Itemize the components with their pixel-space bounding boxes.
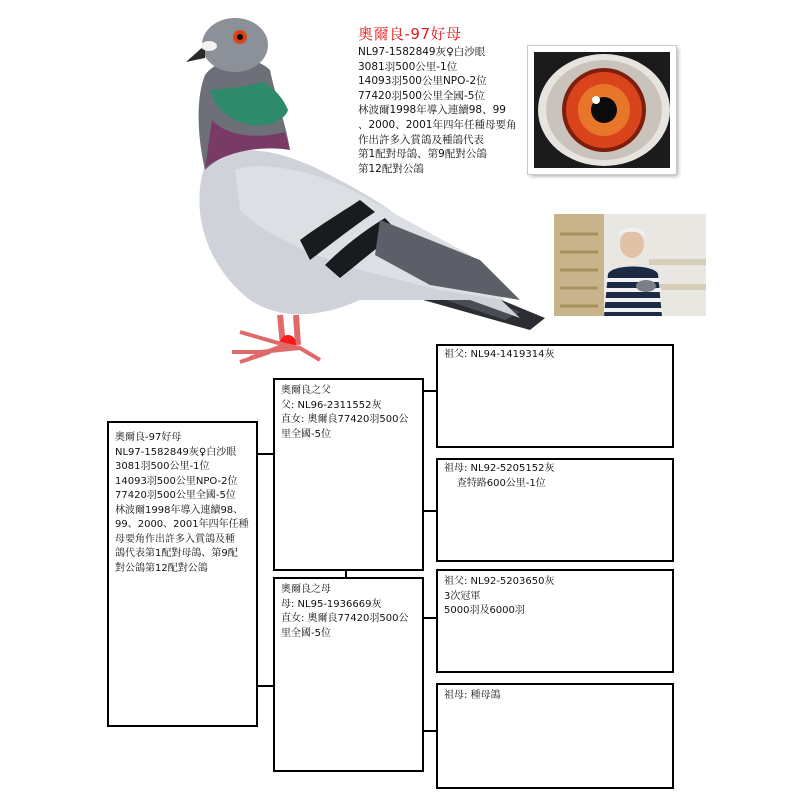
page-title: 奧爾良-97好母 — [358, 25, 462, 43]
header-line: 作出許多入賞鴿及種鴿代表 — [358, 133, 484, 146]
grandsire-paternal-box — [436, 344, 674, 448]
grandparent-line: 5000羽及6000羽 — [444, 605, 525, 616]
dam-line: 直女: 奧爾良77420羽500公 — [281, 613, 409, 624]
subject-line: 林波爾1998年導入連續98、 — [115, 504, 244, 516]
subject-line: 對公鴿第12配對公鴿 — [115, 562, 208, 574]
subject-line: 3081羽500公里-1位 — [115, 461, 210, 472]
dam-line: 里全國-5位 — [281, 627, 331, 639]
granddam-maternal-box — [436, 683, 674, 789]
sire-line: 直女: 奧爾良77420羽500公 — [281, 414, 409, 425]
eye-photo — [528, 46, 676, 174]
subject-line: 77420羽500公里全國-5位 — [115, 490, 236, 501]
subject-line: 鴿代表第1配對母鴿、第9配 — [115, 548, 238, 559]
header-line: 3081羽500公里-1位 — [358, 60, 458, 73]
grandparent-line: 3次冠軍 — [444, 590, 481, 602]
dam-line: 奧爾良之母 — [281, 584, 331, 595]
subject-line: 14093羽500公里NPO-2位 — [115, 475, 238, 487]
subject-line: 母要角作出許多入賞鴿及種 — [115, 533, 235, 545]
subject-line: NL97-1582849灰♀白沙眼 — [115, 446, 237, 458]
header-description — [358, 45, 528, 176]
header-line: 77420羽500公里全國-5位 — [358, 89, 485, 102]
grandparent-line: 祖母: NL92-5205152灰 — [444, 463, 555, 474]
sire-line: 奧爾良之父 — [281, 385, 331, 396]
granddam-paternal-box — [436, 458, 674, 562]
grandparent-line: 祖父: NL94-1419314灰 — [444, 349, 555, 360]
header-line: 14093羽500公里NPO-2位 — [358, 75, 487, 88]
subject-line: 奧爾良-97好母 — [115, 432, 182, 443]
breeder-photo — [554, 214, 706, 316]
header-line: 第12配對公鴿 — [358, 162, 424, 175]
sire-line: 里全國-5位 — [281, 428, 331, 440]
grandparent-line: 祖母: 種母鴿 — [444, 690, 501, 701]
header-line: 林波爾1998年導入連續98、99 — [358, 104, 506, 117]
sire-line: 父: NL96-2311552灰 — [281, 399, 382, 411]
sire-box — [273, 378, 424, 571]
subject-line: 99、2000、2001年四年任種 — [115, 519, 249, 530]
grandparent-line: 祖父: NL92-5203650灰 — [444, 576, 555, 587]
header-line: NL97-1582849灰♀白沙眼 — [358, 46, 486, 58]
dam-box — [273, 577, 424, 772]
header-line: 、2000、2001年四年任種母要角 — [358, 118, 517, 131]
subject-box — [107, 421, 258, 727]
dam-line: 母: NL95-1936669灰 — [281, 598, 382, 610]
header-line: 第1配對母鴿、第9配對公鴿 — [358, 148, 487, 161]
grandparent-line: 查特路600公里-1位 — [444, 477, 546, 489]
grandsire-maternal-box — [436, 569, 674, 673]
eye-icon — [534, 52, 670, 168]
